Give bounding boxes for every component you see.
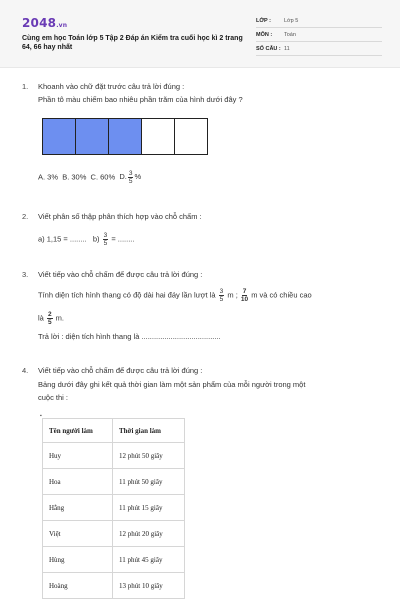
q3-text-a: Tính diện tích hình thang có độ dài hai đáy lần lượt là [38, 290, 216, 300]
q4-instruction: Viết tiếp vào chỗ chấm để được câu trả lời đúng : [38, 366, 203, 375]
fraction-denominator: 5 [47, 319, 52, 326]
bar-cell-filled [108, 118, 142, 155]
table-cell-name: Hùng [43, 547, 113, 573]
q2-instruction: Viết phân số thập phân thích hợp vào chỗ chấm : [38, 212, 202, 221]
q1-instruction: Khoanh vào chữ đặt trước câu trả lời đúng : [38, 82, 185, 91]
q1-options [38, 170, 141, 185]
fraction-numerator: 3 [219, 288, 224, 295]
table-cell-time: 13 phút 10 giây [113, 573, 185, 599]
q3-text-b: m ; [227, 290, 238, 300]
fraction-numerator: 3 [103, 232, 108, 239]
q2-part-a: a) 1,15 = ........ [38, 234, 87, 244]
q1-option-d[interactable] [119, 170, 142, 185]
table-anchor-mark: ▪ [40, 413, 42, 419]
q3-number: 3. [22, 270, 29, 279]
q3-text-c: m và có chiều cao [251, 290, 312, 300]
q3-problem-line1 [38, 288, 312, 303]
table-cell-name: Huy [43, 443, 113, 469]
q2-answers [38, 232, 134, 247]
meta-class-value: Lớp 5 [284, 18, 299, 24]
meta-count [256, 42, 382, 56]
table-row [43, 521, 185, 547]
q1-number: 1. [22, 82, 29, 91]
q2-part-b-fraction [103, 232, 109, 247]
meta-class [256, 14, 382, 28]
table-cell-time: 11 phút 15 giây [113, 495, 185, 521]
fraction-denominator: 5 [103, 240, 108, 247]
bar-cell-filled [75, 118, 109, 155]
document-header [0, 0, 400, 68]
q1-option-c[interactable]: C. 60% [90, 172, 116, 182]
table-cell-name: Hằng [43, 495, 113, 521]
q4-results-table [42, 418, 185, 599]
table-header-time: Thời gian làm [113, 419, 185, 443]
meta-subject-label: MÔN : [256, 32, 273, 38]
q1-option-d-fraction [128, 170, 134, 185]
q1-question: Phần tô màu chiếm bao nhiêu phần trăm của hình dưới đây ? [38, 95, 243, 104]
bar-cell-filled [42, 118, 76, 155]
table-cell-name: Việt [43, 521, 113, 547]
document-title: Cùng em học Toán lớp 5 Tập 2 Đáp án Kiểm tra cuối học kì 2 trang 64, 66 hay nhất [22, 35, 243, 51]
fraction-denominator: 5 [219, 296, 224, 303]
table-header-row [43, 419, 185, 443]
table-cell-name: Hoàng [43, 573, 113, 599]
meta-class-label: LỚP : [256, 18, 271, 24]
q2-part-b-blank: = ........ [111, 234, 135, 244]
q3-instruction: Viết tiếp vào chỗ chấm để được câu trả lời đúng : [38, 270, 203, 279]
q1-option-a[interactable]: A. 3% [38, 172, 59, 182]
table-cell-time: 12 phút 50 giây [113, 443, 185, 469]
table-row [43, 469, 185, 495]
table-cell-name: Hoa [43, 469, 113, 495]
logo-suffix: .vn [56, 22, 68, 29]
fraction-numerator: 7 [242, 288, 247, 295]
q3-fraction-3 [47, 311, 53, 326]
meta-count-label: SỐ CÂU : [256, 46, 281, 52]
table-header-name: Tên người làm [43, 419, 113, 443]
q3-answer-line: Trả lời : diện tích hình thang là ...................................... [38, 332, 221, 341]
table-cell-time: 11 phút 50 giây [113, 469, 185, 495]
table-cell-time: 12 phút 20 giây [113, 521, 185, 547]
fraction-denominator: 5 [128, 178, 133, 185]
q3-problem-line2 [38, 311, 64, 326]
q1-bar-figure [42, 118, 207, 155]
q2-part-b-prefix: b) [92, 234, 100, 244]
fraction-numerator: 3 [128, 170, 133, 177]
q3-text-e: m. [55, 313, 64, 323]
fraction-numerator: 2 [47, 311, 52, 318]
q1-option-d-suffix: % [134, 172, 142, 182]
meta-subject [256, 28, 382, 42]
bar-cell-empty [174, 118, 208, 155]
logo-main: 2048 [22, 16, 57, 30]
q3-fraction-1 [219, 288, 225, 303]
fraction-denominator: 10 [240, 296, 249, 303]
q4-description-line1: Bảng dưới đây ghi kết quả thời gian làm một sản phẩm của mỗi người trong một [38, 380, 306, 389]
q3-text-d: là [38, 313, 44, 323]
table-row [43, 443, 185, 469]
q1-option-d-prefix: D. [119, 172, 127, 182]
q4-number: 4. [22, 366, 29, 375]
bar-cell-empty [141, 118, 175, 155]
q2-number: 2. [22, 212, 29, 221]
q3-fraction-2 [241, 288, 248, 303]
table-cell-time: 11 phút 45 giây [113, 547, 185, 573]
meta-subject-value: Toán [284, 32, 296, 38]
q1-option-b[interactable]: B. 30% [62, 172, 87, 182]
table-row [43, 547, 185, 573]
table-row [43, 495, 185, 521]
meta-count-value: 11 [284, 46, 290, 52]
table-row [43, 573, 185, 599]
site-logo[interactable] [22, 16, 67, 30]
q4-description-line2: cuộc thi : [38, 393, 69, 402]
